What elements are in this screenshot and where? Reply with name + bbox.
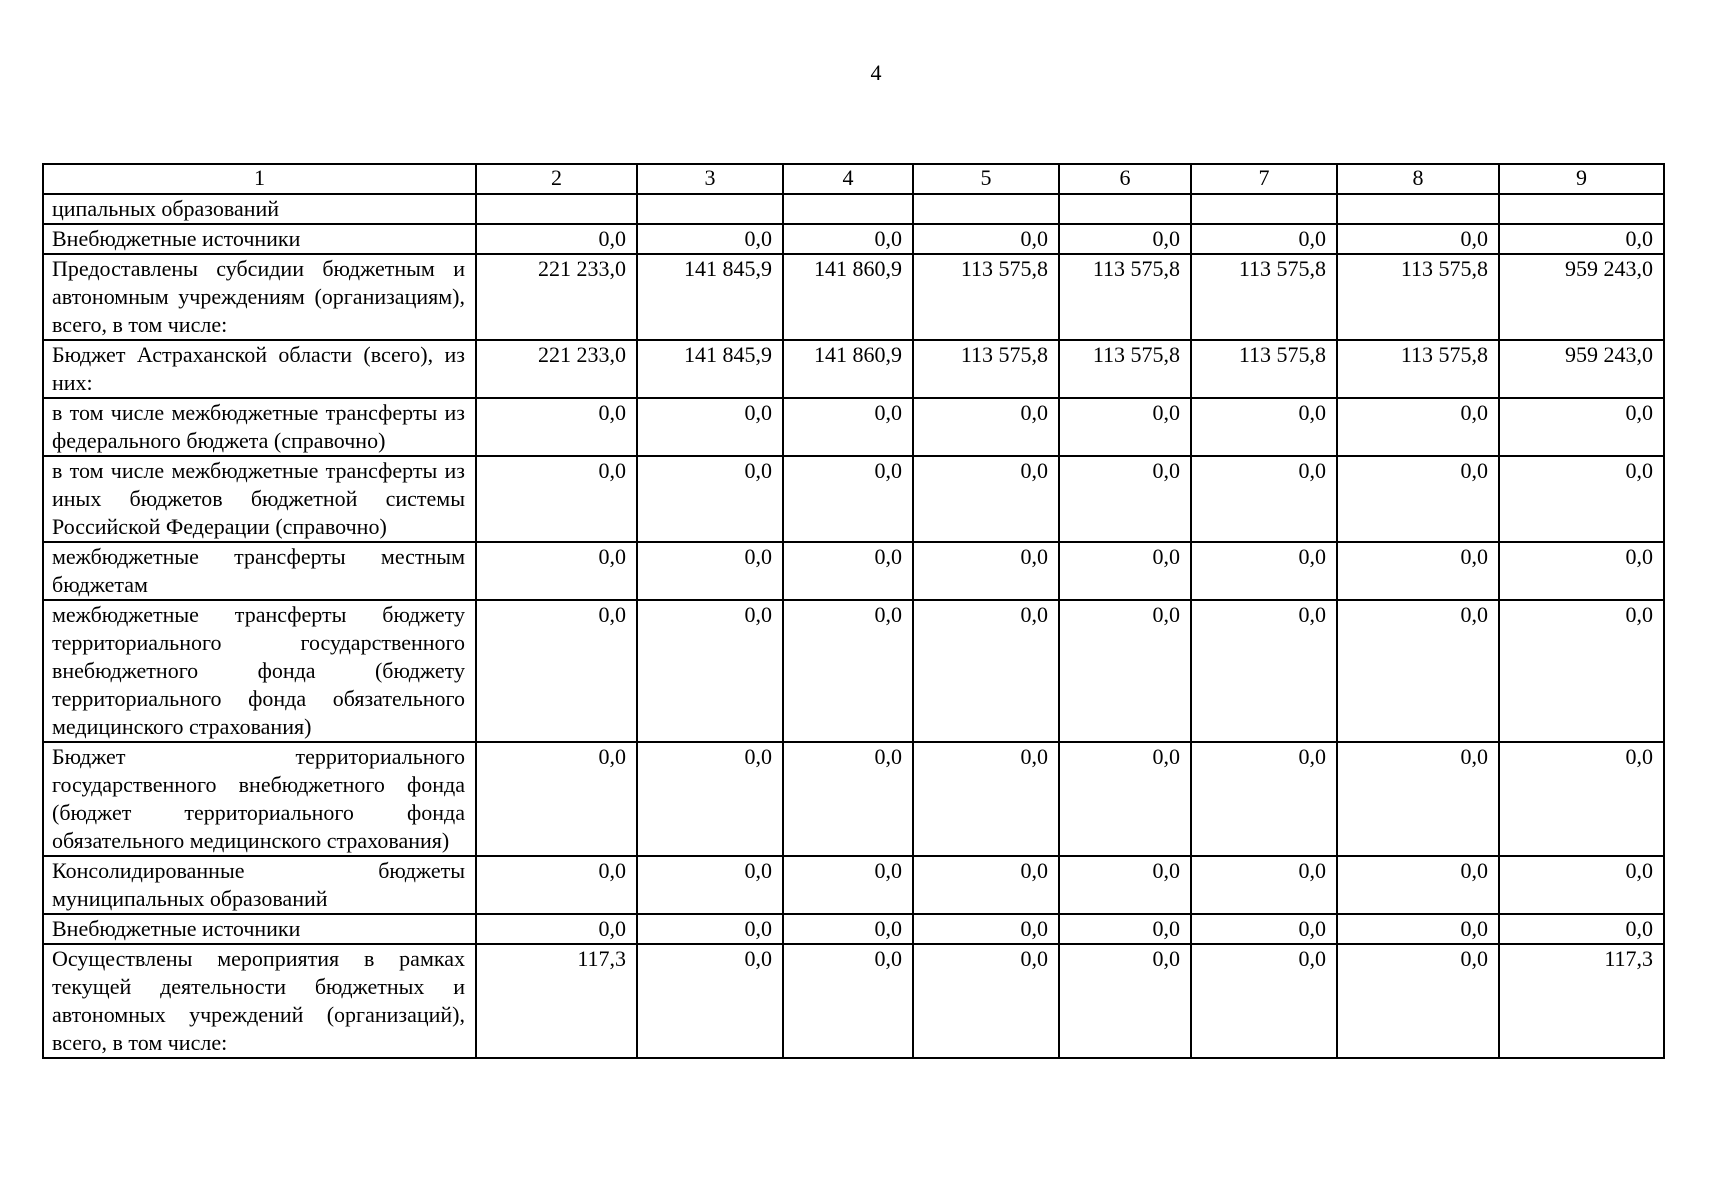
value-cell: 0,0 xyxy=(476,542,637,600)
value-cell: 0,0 xyxy=(1059,224,1191,254)
column-header: 7 xyxy=(1191,164,1337,194)
value-cell: 141 860,9 xyxy=(783,340,913,398)
value-cell: 0,0 xyxy=(1059,456,1191,542)
value-cell: 113 575,8 xyxy=(1059,340,1191,398)
value-cell: 113 575,8 xyxy=(913,254,1059,340)
value-cell xyxy=(913,194,1059,224)
value-cell: 113 575,8 xyxy=(1191,254,1337,340)
value-cell: 959 243,0 xyxy=(1499,254,1664,340)
value-cell: 0,0 xyxy=(1499,856,1664,914)
value-cell: 0,0 xyxy=(1191,456,1337,542)
value-cell: 0,0 xyxy=(476,742,637,856)
value-cell: 0,0 xyxy=(1191,944,1337,1058)
table-row xyxy=(43,944,1664,1058)
value-cell: 0,0 xyxy=(476,398,637,456)
row-label: Консолидированные бюджеты муниципальных образований xyxy=(43,856,476,914)
value-cell: 141 845,9 xyxy=(637,254,783,340)
column-header: 9 xyxy=(1499,164,1664,194)
table-row xyxy=(43,856,1664,914)
table-row xyxy=(43,398,1664,456)
value-cell: 113 575,8 xyxy=(913,340,1059,398)
table-row xyxy=(43,194,1664,224)
value-cell: 141 860,9 xyxy=(783,254,913,340)
value-cell: 0,0 xyxy=(1499,542,1664,600)
value-cell xyxy=(1059,194,1191,224)
value-cell: 113 575,8 xyxy=(1191,340,1337,398)
value-cell: 0,0 xyxy=(1191,914,1337,944)
value-cell: 0,0 xyxy=(1059,944,1191,1058)
value-cell: 0,0 xyxy=(637,742,783,856)
value-cell: 0,0 xyxy=(913,542,1059,600)
table-row xyxy=(43,224,1664,254)
column-header: 5 xyxy=(913,164,1059,194)
value-cell: 221 233,0 xyxy=(476,340,637,398)
value-cell: 0,0 xyxy=(783,742,913,856)
value-cell: 0,0 xyxy=(637,944,783,1058)
value-cell: 0,0 xyxy=(637,600,783,742)
value-cell: 0,0 xyxy=(637,398,783,456)
value-cell: 117,3 xyxy=(1499,944,1664,1058)
value-cell: 0,0 xyxy=(913,914,1059,944)
value-cell: 0,0 xyxy=(1499,224,1664,254)
row-label: межбюджетные трансферты бюджету территориального государственного внебюджетного фонда (бюджету территориального фонда обязательного медицинского страхования) xyxy=(43,600,476,742)
column-header: 4 xyxy=(783,164,913,194)
value-cell: 0,0 xyxy=(783,456,913,542)
value-cell: 0,0 xyxy=(637,542,783,600)
column-header: 3 xyxy=(637,164,783,194)
value-cell: 0,0 xyxy=(1059,398,1191,456)
value-cell: 0,0 xyxy=(783,944,913,1058)
value-cell: 0,0 xyxy=(1191,224,1337,254)
value-cell: 0,0 xyxy=(476,224,637,254)
row-label: ципальных образований xyxy=(43,194,476,224)
value-cell: 0,0 xyxy=(637,914,783,944)
value-cell: 0,0 xyxy=(1059,742,1191,856)
value-cell: 221 233,0 xyxy=(476,254,637,340)
table-row xyxy=(43,456,1664,542)
value-cell: 0,0 xyxy=(1337,224,1499,254)
value-cell: 0,0 xyxy=(1191,542,1337,600)
value-cell: 0,0 xyxy=(783,398,913,456)
value-cell: 0,0 xyxy=(1337,944,1499,1058)
value-cell: 0,0 xyxy=(476,600,637,742)
value-cell: 0,0 xyxy=(1191,856,1337,914)
table-header-row xyxy=(43,164,1664,194)
value-cell: 0,0 xyxy=(1499,600,1664,742)
table-row xyxy=(43,600,1664,742)
row-label: в том числе межбюджетные трансферты из федерального бюджета (справочно) xyxy=(43,398,476,456)
value-cell: 0,0 xyxy=(1191,600,1337,742)
value-cell: 141 845,9 xyxy=(637,340,783,398)
value-cell: 0,0 xyxy=(913,456,1059,542)
value-cell: 0,0 xyxy=(1059,914,1191,944)
column-header: 6 xyxy=(1059,164,1191,194)
value-cell: 0,0 xyxy=(913,398,1059,456)
value-cell: 113 575,8 xyxy=(1337,254,1499,340)
value-cell: 117,3 xyxy=(476,944,637,1058)
table-row xyxy=(43,914,1664,944)
value-cell: 0,0 xyxy=(783,542,913,600)
value-cell: 0,0 xyxy=(783,224,913,254)
value-cell: 0,0 xyxy=(637,456,783,542)
value-cell: 0,0 xyxy=(1499,456,1664,542)
value-cell: 0,0 xyxy=(1337,398,1499,456)
row-label: Внебюджетные источники xyxy=(43,914,476,944)
value-cell xyxy=(1191,194,1337,224)
value-cell: 0,0 xyxy=(1337,914,1499,944)
column-header: 1 xyxy=(43,164,476,194)
value-cell: 0,0 xyxy=(1499,742,1664,856)
value-cell: 0,0 xyxy=(1499,914,1664,944)
value-cell: 0,0 xyxy=(1499,398,1664,456)
value-cell: 0,0 xyxy=(913,742,1059,856)
row-label: межбюджетные трансферты местным бюджетам xyxy=(43,542,476,600)
value-cell: 0,0 xyxy=(913,600,1059,742)
column-header: 2 xyxy=(476,164,637,194)
value-cell: 0,0 xyxy=(476,856,637,914)
value-cell: 0,0 xyxy=(913,856,1059,914)
row-label: Бюджет Астраханской области (всего), из них: xyxy=(43,340,476,398)
value-cell: 0,0 xyxy=(1337,456,1499,542)
table-row xyxy=(43,742,1664,856)
value-cell: 0,0 xyxy=(1059,600,1191,742)
budget-table xyxy=(42,163,1665,1059)
table-row xyxy=(43,340,1664,398)
value-cell: 0,0 xyxy=(913,224,1059,254)
value-cell: 0,0 xyxy=(476,456,637,542)
value-cell: 0,0 xyxy=(637,856,783,914)
value-cell: 0,0 xyxy=(637,224,783,254)
row-label: в том числе межбюджетные трансферты из иных бюджетов бюджетной системы Российской Федерации (справочно) xyxy=(43,456,476,542)
value-cell: 959 243,0 xyxy=(1499,340,1664,398)
value-cell: 0,0 xyxy=(476,914,637,944)
row-label: Внебюджетные источники xyxy=(43,224,476,254)
value-cell xyxy=(783,194,913,224)
row-label: Бюджет территориального государственного внебюджетного фонда (бюджет территориального фонда обязательного медицинского страхования) xyxy=(43,742,476,856)
value-cell: 0,0 xyxy=(783,856,913,914)
value-cell: 0,0 xyxy=(1337,742,1499,856)
value-cell xyxy=(1499,194,1664,224)
table-row xyxy=(43,254,1664,340)
row-label: Предоставлены субсидии бюджетным и автономным учреждениям (организациям), всего, в том числе: xyxy=(43,254,476,340)
column-header: 8 xyxy=(1337,164,1499,194)
value-cell: 0,0 xyxy=(1337,600,1499,742)
value-cell: 113 575,8 xyxy=(1337,340,1499,398)
value-cell xyxy=(1337,194,1499,224)
value-cell: 0,0 xyxy=(1059,856,1191,914)
value-cell: 0,0 xyxy=(1191,398,1337,456)
page-number: 4 xyxy=(870,60,882,85)
value-cell xyxy=(637,194,783,224)
value-cell: 0,0 xyxy=(783,914,913,944)
value-cell xyxy=(476,194,637,224)
value-cell: 0,0 xyxy=(913,944,1059,1058)
value-cell: 0,0 xyxy=(783,600,913,742)
value-cell: 0,0 xyxy=(1191,742,1337,856)
value-cell: 113 575,8 xyxy=(1059,254,1191,340)
value-cell: 0,0 xyxy=(1337,856,1499,914)
row-label: Осуществлены мероприятия в рамках текущей деятельности бюджетных и автономных учреждений (организаций), всего, в том числе: xyxy=(43,944,476,1058)
table-row xyxy=(43,542,1664,600)
value-cell: 0,0 xyxy=(1337,542,1499,600)
value-cell: 0,0 xyxy=(1059,542,1191,600)
